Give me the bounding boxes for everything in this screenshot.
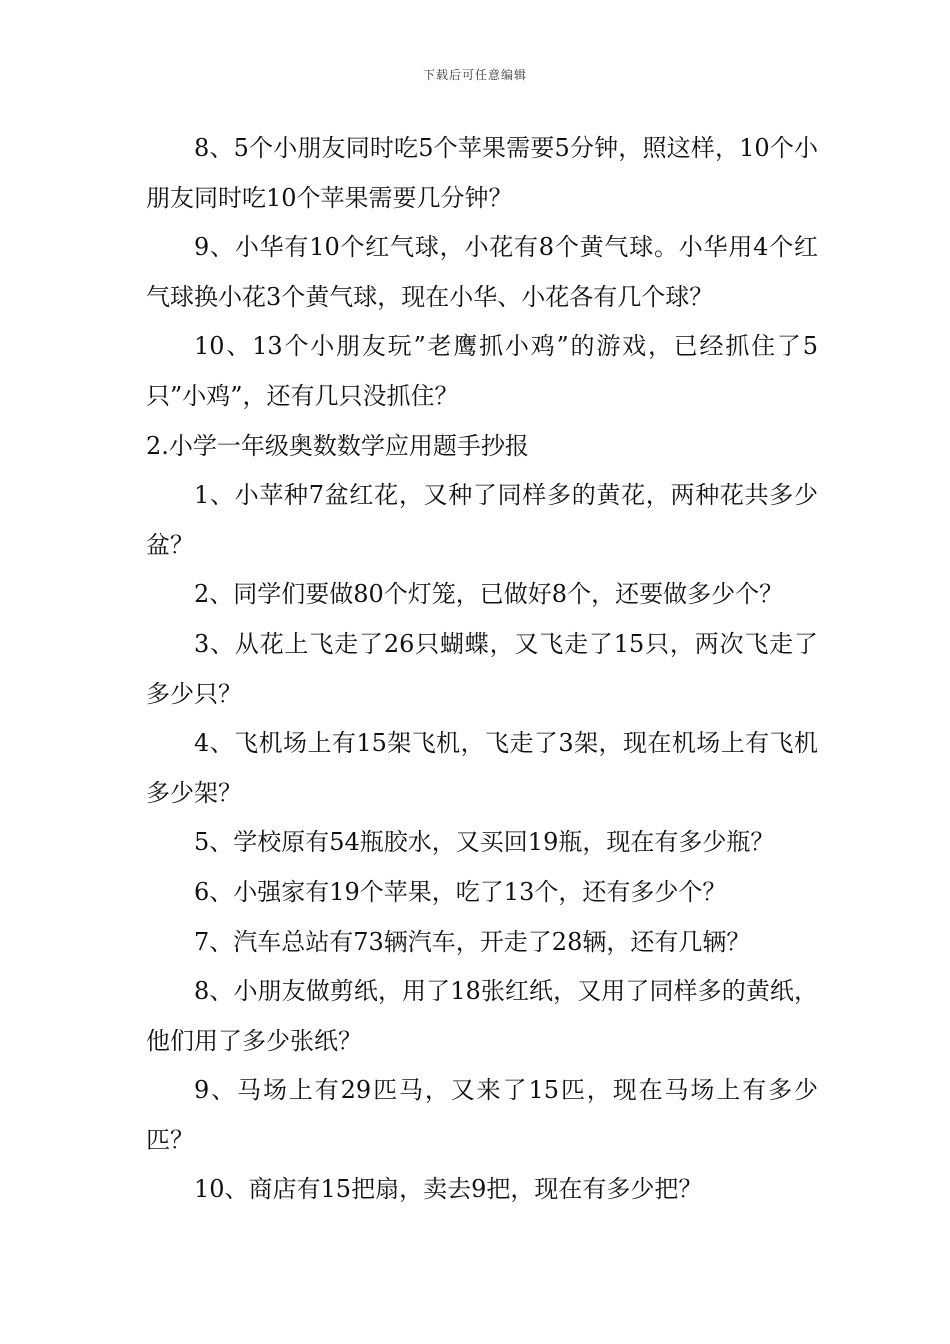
problem-2-3: 3、从花上飞走了26只蝴蝶，又飞走了15只，两次飞走了多少只？ [146,629,818,708]
document-body [146,124,818,1215]
problem-2-2: 2、同学们要做80个灯笼，已做好8个，还要做多少个？ [194,580,784,609]
problem-2-9: 9、马场上有29匹马，又来了15匹，现在马场上有多少匹？ [146,1076,818,1154]
problem-1-10: 10、13个小朋友玩”老鹰抓小鸡”的游戏，已经抓住了5只”小鸡”，还有几只没抓住？ [146,332,818,410]
problem-2-8: 8、小朋友做剪纸，用了18张红纸，又用了同样多的黄纸，他们用了多少张纸？ [146,977,818,1055]
problem-2-4: 4、飞机场上有15架飞机，飞走了3架，现在机场上有飞机多少架？ [146,729,818,807]
problem-2-7: 7、汽车总站有73辆汽车，开走了28辆，还有几辆？ [194,927,751,956]
problem-2-5: 5、学校原有54瓶胶水，又买回19瓶，现在有多少瓶？ [194,828,775,857]
problem-1-8: 8、5个小朋友同时吃5个苹果需要5分钟，照这样，10个小朋友同时吃10个苹果需要几分钟？ [146,134,818,212]
problem-2-1: 1、小苹种7盆红花，又种了同样多的黄花，两种花共多少盆？ [146,481,818,559]
problem-2-6: 6、小强家有19个苹果，吃了13个，还有多少个？ [194,877,727,906]
problem-1-9: 9、小华有10个红气球，小花有8个黄气球。小华用4个红气球换小花3个黄气球，现在小华、小花各有几个球？ [146,233,818,311]
section-title: 2.小学一年级奥数数学应用题手抄报 [146,431,529,460]
problem-2-10: 10、商店有15把扇，卖去9把，现在有多少把？ [194,1175,703,1204]
page-header: 下载后可任意编辑 [422,68,527,82]
